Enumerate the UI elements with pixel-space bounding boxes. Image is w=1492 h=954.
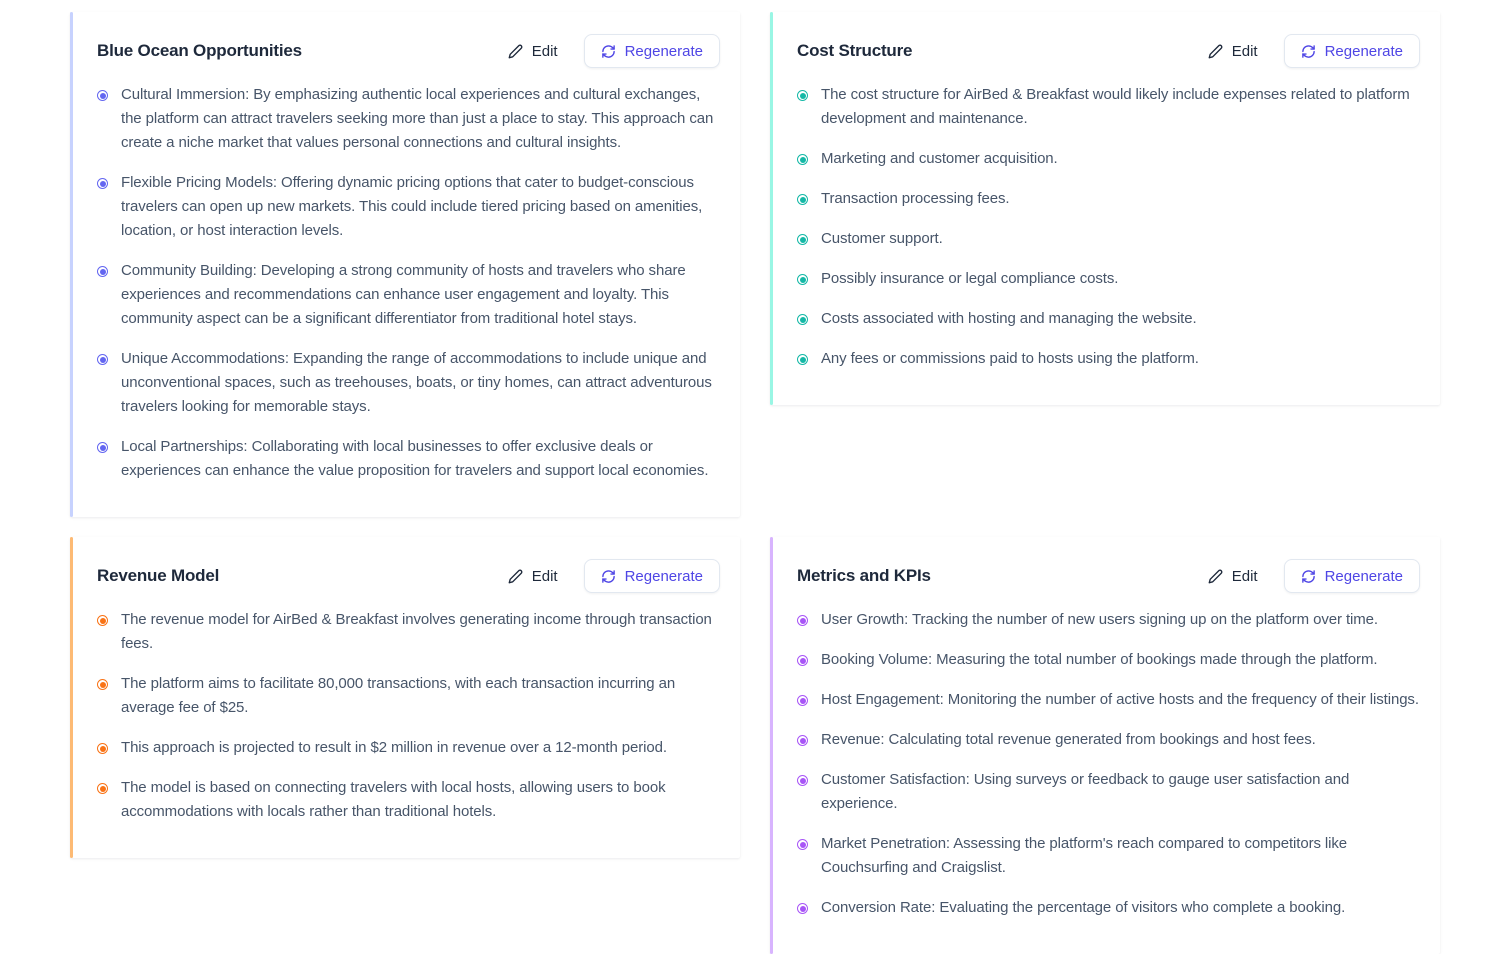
bullet-text: Conversion Rate: Evaluating the percentage of visitors who complete a booking. bbox=[821, 899, 1346, 916]
card-header bbox=[797, 34, 1420, 68]
bullet-icon bbox=[797, 655, 808, 666]
bullet-icon bbox=[797, 314, 808, 325]
card-actions bbox=[1206, 34, 1420, 68]
bullet-item bbox=[97, 347, 720, 419]
pencil-icon bbox=[508, 44, 523, 59]
bullet-list bbox=[797, 83, 1420, 371]
bullet-item bbox=[797, 728, 1420, 752]
card-metrics-and-kpis bbox=[770, 537, 1440, 954]
bullet-text: The model is based on connecting travelers with local hosts, allowing users to book accommodations with locals rather than traditional hotels. bbox=[121, 779, 666, 820]
card-header bbox=[97, 559, 720, 593]
regenerate-button[interactable] bbox=[1284, 34, 1420, 68]
bullet-text: Flexible Pricing Models: Offering dynamic pricing options that cater to budget-conscious travelers can open up new markets. This could include tiered pricing based on amenities, location, or host interaction levels. bbox=[121, 174, 703, 239]
bullet-item bbox=[97, 776, 720, 824]
bullet-item bbox=[797, 832, 1420, 880]
card-header bbox=[797, 559, 1420, 593]
bullet-item bbox=[797, 267, 1420, 291]
bullet-list bbox=[797, 608, 1420, 920]
bullet-item bbox=[797, 307, 1420, 331]
bullet-text: Market Penetration: Assessing the platform's reach compared to competitors like Couchsurfing and Craigslist. bbox=[821, 835, 1348, 876]
card-title: Blue Ocean Opportunities bbox=[97, 41, 302, 60]
bullet-item bbox=[797, 227, 1420, 251]
bullet-item bbox=[797, 147, 1420, 171]
bullet-text: Possibly insurance or legal compliance costs. bbox=[821, 270, 1119, 287]
bullet-icon bbox=[797, 90, 808, 101]
bullet-item bbox=[797, 768, 1420, 816]
bullet-text: Local Partnerships: Collaborating with local businesses to offer exclusive deals or experiences can enhance the value proposition for travelers and support local economies. bbox=[121, 438, 709, 479]
bullet-text: Unique Accommodations: Expanding the range of accommodations to include unique and unconventional spaces, such as treehouses, boats, or tiny homes, can attract adventurous travelers looking for memorable stays. bbox=[121, 350, 712, 415]
bullet-text: Transaction processing fees. bbox=[821, 190, 1010, 207]
bullet-text: The cost structure for AirBed & Breakfast would likely include expenses related to platform development and maintenance. bbox=[821, 86, 1410, 127]
bullet-text: Customer support. bbox=[821, 230, 943, 247]
edit-button[interactable] bbox=[506, 39, 560, 64]
bullet-text: Any fees or commissions paid to hosts using the platform. bbox=[821, 350, 1199, 367]
edit-label: Edit bbox=[1231, 42, 1258, 60]
bullet-icon bbox=[797, 194, 808, 205]
bullet-item bbox=[797, 187, 1420, 211]
pencil-icon bbox=[508, 569, 523, 584]
regenerate-button[interactable] bbox=[584, 34, 720, 68]
bullet-icon bbox=[97, 743, 108, 754]
bullet-item bbox=[97, 672, 720, 720]
bullet-text: Costs associated with hosting and managing the website. bbox=[821, 310, 1197, 327]
bullet-icon bbox=[797, 154, 808, 165]
regenerate-button[interactable] bbox=[1284, 559, 1420, 593]
card-title: Metrics and KPIs bbox=[797, 566, 931, 585]
edit-button[interactable] bbox=[1206, 39, 1260, 64]
bullet-text: Host Engagement: Monitoring the number of active hosts and the frequency of their listings. bbox=[821, 691, 1419, 708]
edit-label: Edit bbox=[1231, 567, 1258, 585]
regenerate-button[interactable] bbox=[584, 559, 720, 593]
pencil-icon bbox=[1208, 44, 1223, 59]
bullet-icon bbox=[97, 783, 108, 794]
edit-label: Edit bbox=[531, 42, 558, 60]
card-actions bbox=[1206, 559, 1420, 593]
edit-label: Edit bbox=[531, 567, 558, 585]
bullet-text: Community Building: Developing a strong community of hosts and travelers who share experiences and recommendations can enhance user engagement and loyalty. This community aspect can be a significant differentiator from traditional hotel stays. bbox=[121, 262, 686, 327]
bullet-text: Booking Volume: Measuring the total number of bookings made through the platform. bbox=[821, 651, 1378, 668]
bullet-text: Cultural Immersion: By emphasizing authentic local experiences and cultural exchanges, the platform can attract travelers seeking more than just a place to stay. This approach can create a niche market that values personal connections and cultural insights. bbox=[121, 86, 714, 151]
card-title: Revenue Model bbox=[97, 566, 220, 585]
bullet-item bbox=[797, 347, 1420, 371]
bullet-item bbox=[97, 259, 720, 331]
bullet-item bbox=[797, 688, 1420, 712]
bullet-item bbox=[97, 83, 720, 155]
bullet-text: Customer Satisfaction: Using surveys or feedback to gauge user satisfaction and experience. bbox=[821, 771, 1350, 812]
refresh-icon bbox=[601, 569, 616, 584]
bullet-icon bbox=[797, 735, 808, 746]
bullet-icon bbox=[97, 615, 108, 626]
refresh-icon bbox=[1301, 569, 1316, 584]
bullet-icon bbox=[97, 90, 108, 101]
bullet-icon bbox=[97, 442, 108, 453]
bullet-text: User Growth: Tracking the number of new users signing up on the platform over time. bbox=[821, 611, 1378, 628]
bullet-item bbox=[797, 896, 1420, 920]
regenerate-label: Regenerate bbox=[624, 567, 703, 585]
bullet-icon bbox=[797, 839, 808, 850]
bullet-text: The platform aims to facilitate 80,000 transactions, with each transaction incurring an average fee of $25. bbox=[121, 675, 676, 716]
bullet-list bbox=[97, 608, 720, 824]
bullet-item bbox=[797, 608, 1420, 632]
bullet-icon bbox=[97, 354, 108, 365]
refresh-icon bbox=[601, 44, 616, 59]
edit-button[interactable] bbox=[506, 564, 560, 589]
bullet-icon bbox=[797, 615, 808, 626]
card-revenue-model bbox=[70, 537, 740, 858]
bullet-text: Marketing and customer acquisition. bbox=[821, 150, 1058, 167]
bullet-icon bbox=[797, 903, 808, 914]
bullet-list bbox=[97, 83, 720, 483]
bullet-text: The revenue model for AirBed & Breakfast involves generating income through transaction fees. bbox=[121, 611, 712, 652]
bullet-icon bbox=[97, 266, 108, 277]
card-blue-ocean-opportunities bbox=[70, 12, 740, 517]
regenerate-label: Regenerate bbox=[1324, 42, 1403, 60]
card-actions bbox=[506, 34, 720, 68]
card-cost-structure bbox=[770, 12, 1440, 405]
bullet-text: Revenue: Calculating total revenue generated from bookings and host fees. bbox=[821, 731, 1316, 748]
edit-button[interactable] bbox=[1206, 564, 1260, 589]
pencil-icon bbox=[1208, 569, 1223, 584]
bullet-icon bbox=[797, 354, 808, 365]
bullet-item bbox=[97, 736, 720, 760]
bullet-icon bbox=[797, 775, 808, 786]
card-title: Cost Structure bbox=[797, 41, 913, 60]
bullet-item bbox=[97, 608, 720, 656]
regenerate-label: Regenerate bbox=[624, 42, 703, 60]
bullet-icon bbox=[97, 679, 108, 690]
bullet-icon bbox=[797, 695, 808, 706]
bullet-item bbox=[97, 435, 720, 483]
bullet-text: This approach is projected to result in $2 million in revenue over a 12-month period. bbox=[121, 739, 667, 756]
bullet-icon bbox=[97, 178, 108, 189]
bullet-item bbox=[797, 648, 1420, 672]
regenerate-label: Regenerate bbox=[1324, 567, 1403, 585]
card-header bbox=[97, 34, 720, 68]
bullet-item bbox=[97, 171, 720, 243]
bullet-icon bbox=[797, 274, 808, 285]
refresh-icon bbox=[1301, 44, 1316, 59]
card-actions bbox=[506, 559, 720, 593]
bullet-icon bbox=[797, 234, 808, 245]
bullet-item bbox=[797, 83, 1420, 131]
